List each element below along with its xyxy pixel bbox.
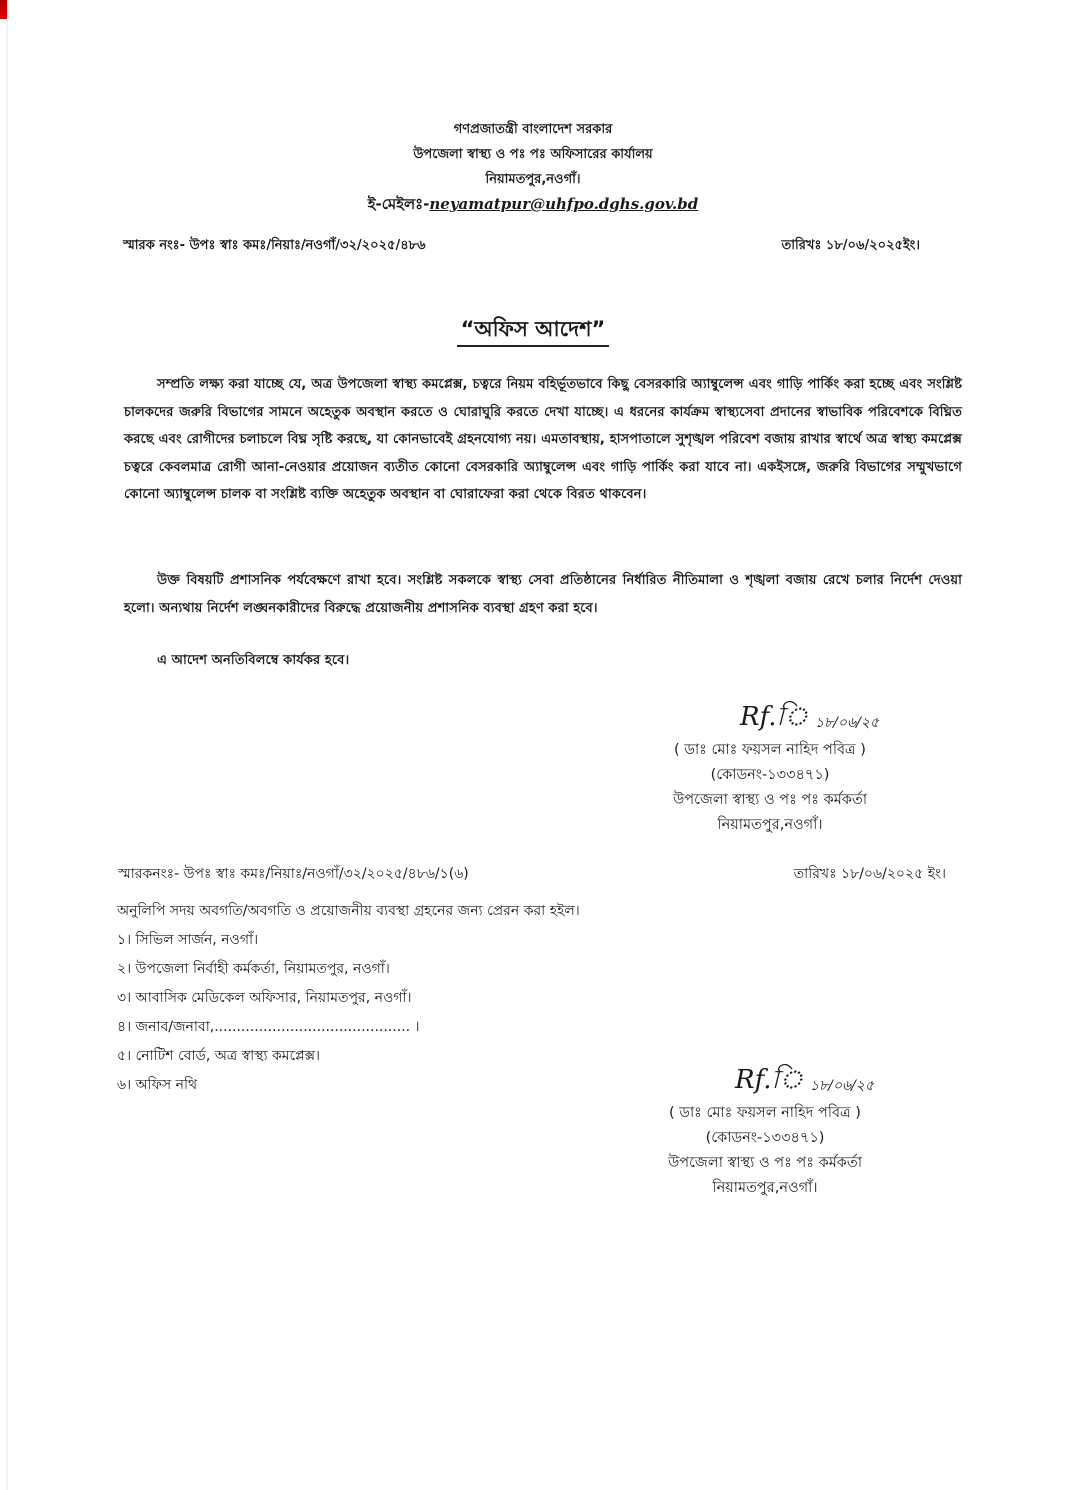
signatory-location: নিয়ামতপুর,নওগাঁ। <box>712 1180 818 1196</box>
copy-recipient: ৬। অফিস নথি <box>117 1077 198 1093</box>
letterhead <box>0 117 1066 217</box>
copy-memo-number: স্মারকনংঃ- উপঃ স্বাঃ কমঃ/নিয়াঃ/নওগাঁ/৩২/২০২৫/৪৮৬/১(৬) <box>118 866 469 882</box>
signature-date: ১৮/০৬/২৫ <box>810 1078 874 1094</box>
signature-block-1 <box>620 700 920 838</box>
copy-intro: অনুলিপি সদয় অবগতি/অবগতি ও প্রয়োজনীয় ব্যবস্থা গ্রহনের জন্য প্রেরন করা হইল। <box>117 903 580 919</box>
signatory-designation: উপজেলা স্বাস্থ্য ও পঃ পঃ কর্মকর্তা <box>667 1155 863 1171</box>
signature-scrawl: Rf.ি <box>735 1065 804 1095</box>
signature-scrawl: Rf.ি <box>740 702 809 732</box>
email-line <box>0 192 1066 217</box>
body-paragraph-2: উক্ত বিষয়টি প্রশাসনিক পর্যবেক্ষণে রাখা হবে। সংশ্লিষ্ট সকলকে স্বাস্থ্য সেবা প্রতিষ্ঠানের নির্ধারিত নীতিমালা ও শৃঙ্খলা বজায় রেখে চলার নির্দেশ দেওয়া হলো। অন্যথায় নির্দেশ লঙ্ঘনকারীদের বিরুদ্ধে প্রয়োজনীয় প্রশাসনিক ব্যবস্থা গ্রহণ করা হবে। <box>124 573 962 616</box>
scan-corner-mark <box>0 0 7 19</box>
copy-recipient: ২। উপজেলা নির্বাহী কর্মকর্তা, নিয়ামতপুর, নওগাঁ। <box>117 961 390 977</box>
email-label: ই-মেইলঃ- <box>367 195 430 213</box>
signature-block-2 <box>615 1063 915 1201</box>
body-paragraph-3: এ আদেশ অনতিবিলম্বে কার্যকর হবে। <box>157 653 350 668</box>
copy-recipient: ৪। জনাব/জনাবা,............................................ । <box>117 1019 420 1035</box>
issue-date: তারিখঃ ১৮/০৬/২০২৫ইং। <box>781 238 920 253</box>
copy-recipient: ৩। আবাসিক মেডিকেল অফিসার, নিয়ামতপুর, নওগাঁ। <box>117 990 412 1006</box>
copy-recipient: ১। সিভিল সার্জন, নওগাঁ। <box>117 932 259 948</box>
copy-recipient: ৫। নোটিশ বোর্ড, অত্র স্বাস্থ্য কমপ্লেক্স। <box>117 1048 321 1064</box>
signatory-code: (কোডনং-১৩৩৪৭১) <box>705 1130 825 1146</box>
signature-date: ১৮/০৬/২৫ <box>815 715 879 731</box>
handwritten-signature <box>620 700 920 738</box>
reference-row <box>123 236 920 257</box>
title-text: “অফিস আদেশ” <box>457 317 610 347</box>
copy-reference-row <box>118 862 946 886</box>
signatory-designation: উপজেলা স্বাস্থ্য ও পঃ পঃ কর্মকর্তা <box>672 792 868 808</box>
body-paragraph-1: সম্প্রতি লক্ষ্য করা যাচ্ছে যে, অত্র উপজেলা স্বাস্থ্য কমপ্লেক্স, চত্বরে নিয়ম বহির্ভূতভাবে কিছু বেসরকারি অ্যাম্বুলেন্স এবং গাড়ি পার্কিং করা হচ্ছে এবং সংশ্লিষ্ট চালকদের জরুরি বিভাগের সামনে অহেতুক অবস্থান করতে ও ঘোরাঘুরি করতে দেখা যাচ্ছে। এ ধরনের কার্যক্রম স্বাস্থ্যসেবা প্রদানের স্বাভাবিক পরিবেশকে বিঘ্নিত করছে এবং রোগীদের চলাচলে বিঘ্ন সৃষ্টি করছে, যা কোনভাবেই গ্রহনযোগ্য নয়। এমতাবস্থায়, হাসপাতালে সুশৃঙ্খল পরিবেশ বজায় রাখার স্বার্থে অত্র স্বাস্থ্য কমপ্লেক্স চত্বরে কেবলমাত্র রোগী আনা-নেওয়ার প্রয়োজন ব্যতীত কোনো বেসরকারি অ্যাম্বুলেন্স এবং গাড়ি পার্কিং করা যাবে না। একইসঙ্গে, জরুরি বিভাগের সম্মুখভাগে কোনো অ্যাম্বুলেন্স চালক বা সংশ্লিষ্ট ব্যক্তি অহেতুক অবস্থান বা ঘোরাফেরা করা থেকে বিরত থাকবেন। <box>124 377 962 502</box>
signatory-location: নিয়ামতপুর,নওগাঁ। <box>717 817 823 833</box>
copy-date: তারিখঃ ১৮/০৬/২০২৫ ইং। <box>793 866 946 882</box>
signatory-name: ( ডাঃ মোঃ ফয়সল নাহিদ পবিত্র ) <box>669 1105 861 1121</box>
office-location: নিয়ামতপুর,নওগাঁ। <box>485 172 581 187</box>
government-name: গণপ্রজাতন্ত্রী বাংলাদেশ সরকার <box>453 122 613 137</box>
handwritten-signature <box>615 1063 915 1101</box>
scan-page-edge <box>6 20 8 1490</box>
office-name: উপজেলা স্বাস্থ্য ও পঃ পঃ অফিসারের কার্যালয় <box>413 147 653 162</box>
signatory-code: (কোডনং-১৩৩৪৭১) <box>710 767 830 783</box>
memo-number: স্মারক নংঃ- উপঃ স্বাঃ কমঃ/নিয়াঃ/নওগাঁ/৩২/২০২৫/৪৮৬ <box>123 238 426 253</box>
signatory-name: ( ডাঃ মোঃ ফয়সল নাহিদ পবিত্র ) <box>674 742 866 758</box>
email-address[interactable]: neyamatpur@uhfpo.dghs.gov.bd <box>429 195 699 213</box>
document-title <box>0 313 1066 348</box>
